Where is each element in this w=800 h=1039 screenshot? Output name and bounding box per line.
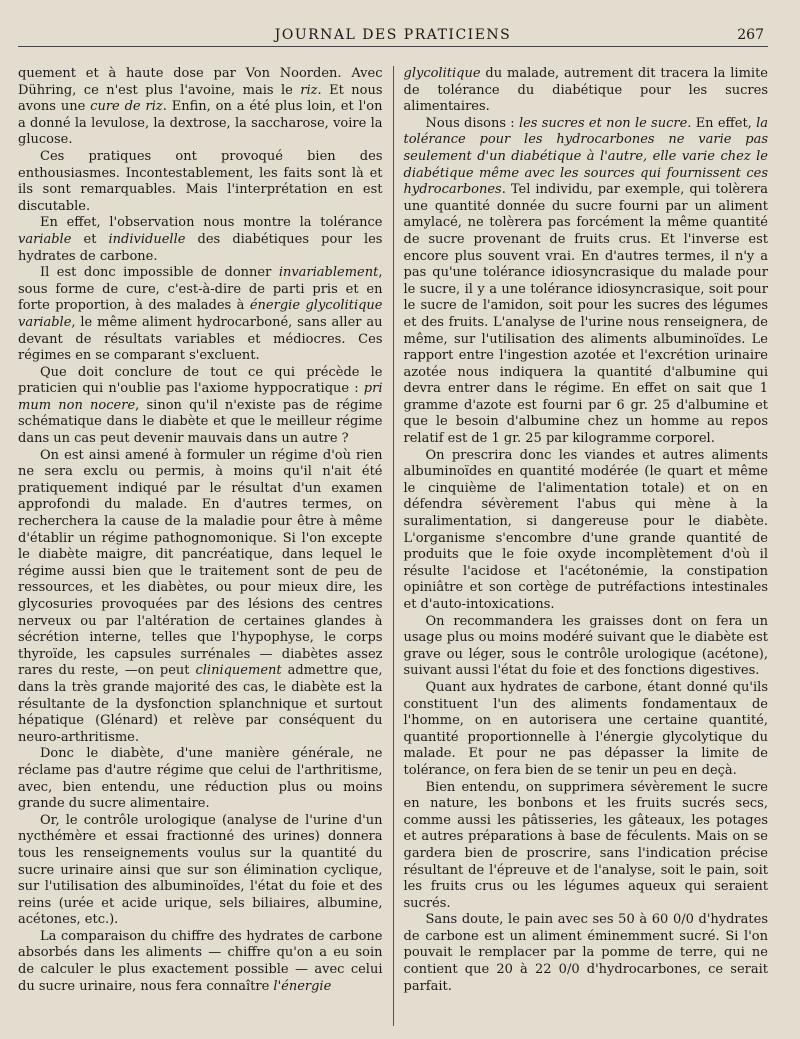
paragraph	[18, 365, 383, 448]
text-run: du malade, autrement dit tracera la limite de tolérance du diabétique pour les sucres alimentaires.	[403, 66, 768, 115]
paragraph	[18, 746, 383, 812]
text-run: , le même aliment hydrocarboné, sans aller au devant de résultats variables et médiocres. Ces régimes en se comparant s'excluent.	[18, 314, 383, 364]
paragraph	[404, 614, 769, 680]
text-run: En effet, l'observation nous montre la tolérance	[40, 215, 383, 231]
paragraph	[404, 912, 769, 995]
text-run: des diabétiques pour les hydrates de carbone.	[18, 231, 383, 264]
text-run: admettre que, dans la très grande majorité des cas, le diabète est la résultante de la dysfonction splanchnique et surtout hépatique (Glénard) et relève par conséquent du neuro-arthritisme.	[18, 663, 383, 745]
text-run: Bien entendu, on supprimera sévèrement le sucre en nature, les bonbons et les fruits sucrés secs, comme aussi les pâtisseries, les gâteaux, les potages et autres préparations à base de féculents. Mais on se gardera bien de proscrire, sans l'indication précise résultant de l'épreuve et de l'analyse, soit le pain, soit les fruits crus ou les légumes aqueux qui seraient sucrés.	[403, 779, 768, 911]
page-header	[18, 0, 768, 43]
text-run: Ces pratiques ont provoqué bien des enthousiasmes. Incontestablement, les faits sont là et ils sont remarquables. Mais l'interprétation en est discutable.	[18, 148, 383, 214]
text-run: . En effet,	[687, 115, 757, 131]
italic-text: pri mum non nocere	[18, 381, 383, 413]
paragraph	[404, 66, 769, 116]
text-run: Or, le contrôle urologique (analyse de l'urine d'un nycthémère et essai fractionné des urines) donnera tous les renseignements voulus sur la quantité du sucre urinaire ainsi que sur son élimination cyclique, sur l'utilisation des albuminoïdes, l'état du foie et des reins (urée et acide urique, sels biliaires, albumine, acétones, etc.).	[18, 812, 383, 928]
paragraph	[18, 813, 383, 929]
text-run: et	[71, 231, 109, 247]
italic-text: la tolérance pour les hydrocarbones ne varie pas seulement d'un diabétique à l'autre, elle varie chez le diabétique même avec les sources qui fournissent ces hydrocarbones	[403, 115, 768, 198]
text-run: . Enfin, on a été plus loin, et l'on a donné la levulose, la dextrose, la saccharose, voire la glucose.	[18, 99, 383, 148]
text-run: On recommandera les graisses dont on fera un usage plus ou moins modéré suivant que le diabète est grave ou léger, sous le contrôle urologique (acétone), suivant aussi l'état du foie et des fonctions digestives.	[403, 613, 768, 679]
italic-text: énergie glycolitique variable	[18, 298, 383, 330]
paragraph	[18, 215, 383, 265]
header-rule	[18, 46, 768, 47]
text-run: . Tel individu, par exemple, qui tolèrera une quantité donnée du sucre fourni par un aliment amylacé, ne tolèrera pas forcément la même quantité de sucre provenant de fruits crus. Et l'inverse est encore plus souvent vrai. En d'autres termes, il n'y a pas qu'une tolérance idiosyncrasique du malade pour le sucre, il y a une tolérance idiosyncrasique, soit pour le sucre de l'amidon, soit pour les sucres des légumes et des fruits. L'analyse de l'urine nous renseignera, de même, sur l'utilisation des aliments albuminoïdes. Le rapport entre l'ingestion azotée et l'excrétion urinaire azotée nous indiquera la quantité d'albumine qui devra entrer dans le régime. En effet on sait que 1 gramme d'azote est fourni par 6 gr. 25 d'albumine et que le besoin d'albumine chez un homme au repos relatif est de 1 gr. 25 par kilogramme corporel.	[403, 182, 768, 447]
text-run: La comparaison du chiffre des hydrates de carbone absorbés dans les aliments — chiffre qu'on a eu soin de calculer le plus exactement possible — avec celui du sucre urinaire, nous fera connaître	[18, 928, 383, 994]
paragraph	[404, 448, 769, 614]
paragraph	[404, 780, 769, 913]
left-column	[18, 66, 393, 1026]
paragraph	[18, 66, 383, 149]
text-run: , sinon qu'il n'existe pas de régime schématique dans le diabète et que le meilleur régime dans un cas peut devenir mauvais dans un autre ?	[18, 397, 383, 447]
paragraph	[18, 265, 383, 365]
text-run: Donc le diabète, d'une manière générale, ne réclame pas d'autre régime que celui de l'arthritisme, avec, bien entendu, une réduction plus ou moins grande du sucre alimentaire.	[18, 746, 383, 812]
text-run: quement et à haute dose par Von Noorden. Avec Dühring, ce n'est plus l'avoine, mais le	[18, 66, 383, 98]
italic-text: l'énergie	[273, 978, 332, 994]
text-run: On est ainsi amené à formuler un régime d'où rien ne sera exclu ou permis, à moins qu'il n'ait été pratiquement indiqué par le résultat d'un examen approfondi du malade. En d'autres termes, on recherchera la cause de la maladie pour être à même d'établir un régime pathognomonique. Si l'on excepte le diabète maigre, dit pancréatique, dans lequel le régime aussi bien que le traitement sont de peu de ressources, et les diabètes, ou pour mieux dire, les glycosuries provoquées par des lésions des centres nerveux ou par l'altération de certaines glandes à sécrétion interne, telles que l'hypophyse, le corps thyroïde, les capsules surrénales — diabètes assez rares du reste, —on peut	[18, 447, 383, 679]
paragraph	[18, 929, 383, 995]
italic-text: variable	[18, 231, 72, 247]
italic-text: les sucres et non le sucre	[518, 115, 688, 131]
text-run: . Et nous avons une	[18, 82, 383, 115]
italic-text: cliniquement	[195, 663, 282, 679]
text-run: Nous disons :	[425, 115, 519, 131]
italic-text: riz	[300, 82, 318, 98]
page-number: 267	[737, 27, 764, 43]
italic-text: individuelle	[108, 231, 186, 247]
text-run: Il est donc impossible de donner	[40, 265, 279, 281]
italic-text: invariablement	[278, 265, 379, 281]
text-run: , sous forme de cure, c'est-à-dire de parti pris et en forte proportion, à des malades à	[18, 265, 383, 314]
italic-text: glycolitique	[403, 66, 481, 81]
text-columns	[18, 66, 768, 1026]
text-run: Que doit conclure de tout ce qui précède le praticien qui n'oublie pas l'axiome hyppocratique :	[18, 364, 383, 397]
italic-text: cure de riz	[90, 99, 163, 115]
paragraph	[404, 680, 769, 780]
text-run: On prescrira donc les viandes et autres aliments albuminoïdes en quantité modérée (le quart et même le cinquième de l'alimentation totale) et on en défendra sévèrement l'abus qui mène à la suralimentation, si dangereuse pour le diabète. L'organisme s'encombre d'une grande quantité de produits que le foie oxyde incomplètement d'où il résulte l'acidose et l'acétonémie, la constipation opiniâtre et son cortège de putréfactions intestinales et d'auto-intoxications.	[403, 447, 768, 612]
right-column	[394, 66, 769, 1026]
paragraph	[404, 116, 769, 448]
paragraph	[18, 149, 383, 215]
text-run: Quant aux hydrates de carbone, étant donné qu'ils constituent l'un des aliments fondamentaux de l'homme, on en autorisera une certaine quantité, quantité proportionnelle à l'énergie glycolytique du malade. Et pour ne pas dépasser la limite de tolérance, on fera bien de se tenir un peu en deçà.	[403, 679, 768, 778]
text-run: Sans doute, le pain avec ses 50 à 60 0/0 d'hydrates de carbone est un aliment éminemment sucré. Si l'on pouvait le remplacer par la pomme de terre, qui ne contient que 20 à 22 0/0 d'hydrocarbones, ce serait parfait.	[403, 912, 768, 994]
paragraph	[18, 448, 383, 747]
running-title: JOURNAL DES PRATICIENS	[274, 27, 512, 43]
